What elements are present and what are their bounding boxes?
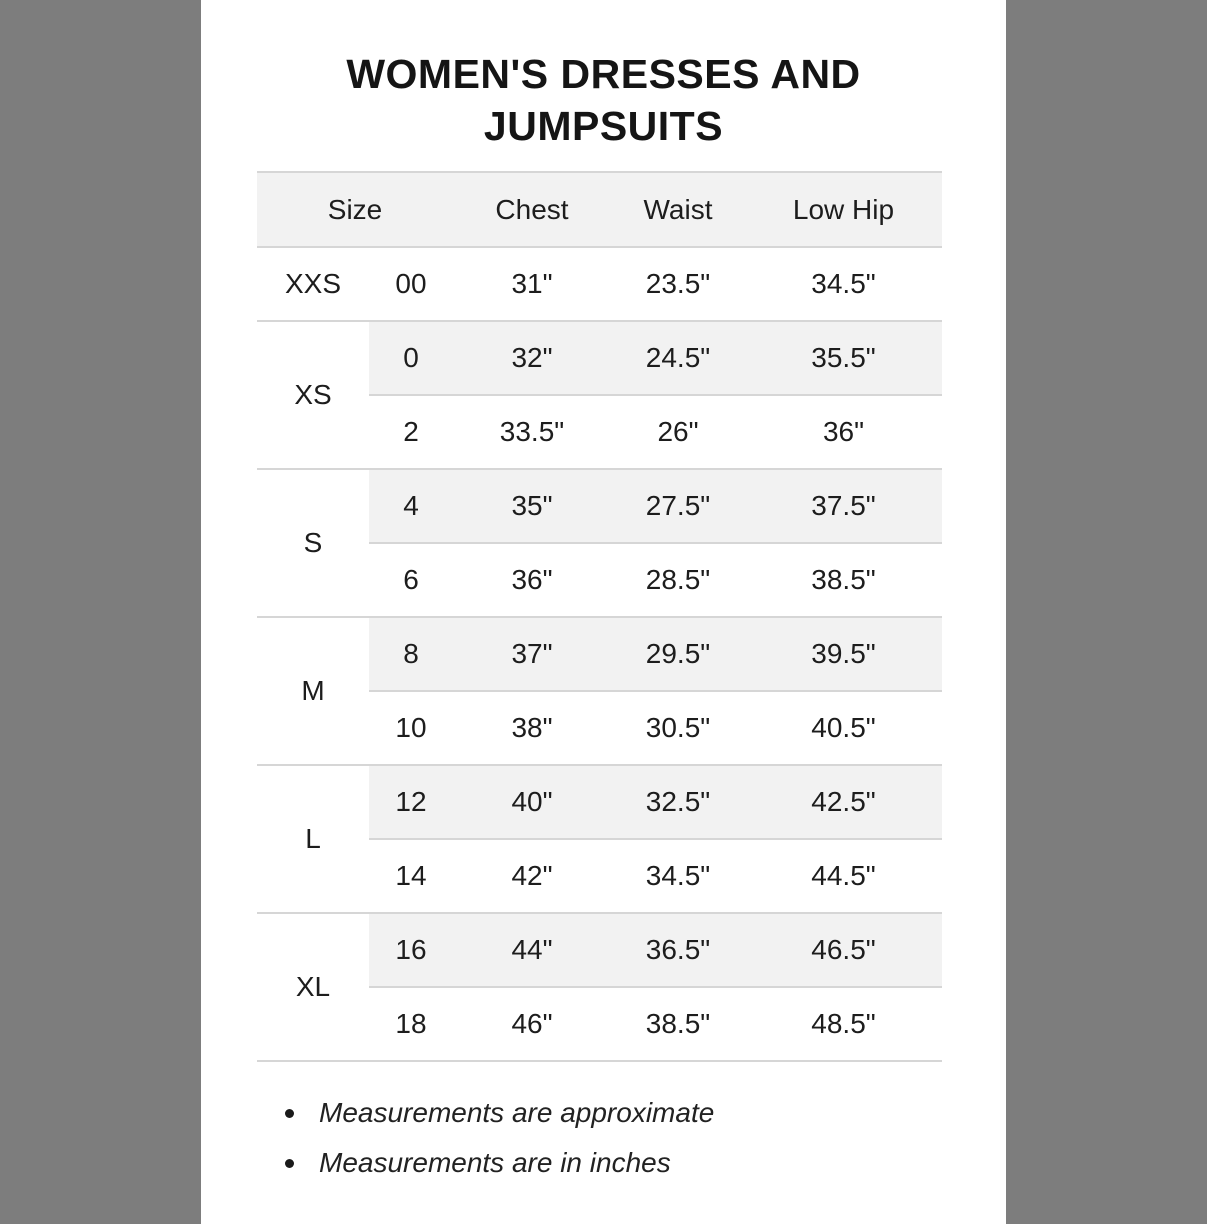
size-label: XL: [257, 914, 369, 1060]
low-hip-value: 35.5": [811, 342, 876, 373]
chest-value: 36": [511, 564, 553, 595]
bullet-icon: [285, 1159, 294, 1168]
notes-list: [281, 1088, 714, 1188]
header-size: Size: [327, 193, 383, 225]
table-row: [369, 394, 942, 468]
size-number: 4: [403, 490, 419, 521]
table-row: [369, 914, 942, 986]
low-hip-value: 38.5": [811, 564, 876, 595]
size-group-m: [257, 618, 942, 766]
header-chest: Chest: [495, 193, 569, 225]
size-number: 8: [403, 638, 419, 669]
bullet-icon: [285, 1109, 294, 1118]
table-row: [369, 986, 942, 1060]
waist-value: 27.5": [645, 490, 711, 521]
waist-value: 32.5": [645, 786, 711, 817]
size-group-s: [257, 470, 942, 618]
note-item: [281, 1138, 714, 1188]
table-header: [257, 171, 942, 248]
size-number: 12: [395, 786, 427, 817]
low-hip-value: 34.5": [811, 268, 876, 299]
table-row: [369, 838, 942, 912]
waist-value: 36.5": [645, 934, 711, 965]
low-hip-value: 46.5": [811, 934, 876, 965]
size-group-xs: [257, 322, 942, 470]
size-number: 0: [403, 342, 419, 373]
size-label: S: [257, 470, 369, 616]
chest-value: 40": [511, 786, 553, 817]
table-row: [369, 618, 942, 690]
waist-value: 34.5": [645, 860, 711, 891]
chest-value: 42": [511, 860, 553, 891]
table-row: [369, 248, 942, 320]
size-number: 10: [395, 712, 427, 743]
size-chart-card: [201, 0, 1006, 1224]
size-label: XS: [257, 322, 369, 468]
low-hip-value: 48.5": [811, 1008, 876, 1039]
title-line: JUMPSUITS: [483, 103, 724, 149]
header-waist: Waist: [643, 193, 713, 225]
low-hip-value: 36": [822, 416, 865, 447]
chest-value: 32": [511, 342, 553, 373]
note-item: [281, 1088, 714, 1138]
header-low-hip: Low Hip: [792, 193, 895, 225]
size-group-l: [257, 766, 942, 914]
chest-value: 31": [511, 268, 553, 299]
waist-value: 28.5": [645, 564, 711, 595]
size-number: 14: [395, 860, 427, 891]
table-row: [369, 470, 942, 542]
table-row: [369, 322, 942, 394]
chest-value: 44": [511, 934, 553, 965]
size-table: [257, 171, 942, 1062]
table-row: [369, 690, 942, 764]
low-hip-value: 37.5": [811, 490, 876, 521]
low-hip-value: 39.5": [811, 638, 876, 669]
chest-value: 46": [511, 1008, 553, 1039]
size-label: M: [257, 618, 369, 764]
waist-value: 29.5": [645, 638, 711, 669]
low-hip-value: 40.5": [811, 712, 876, 743]
waist-value: 23.5": [645, 268, 711, 299]
size-number: 6: [403, 564, 419, 595]
chest-value: 35": [511, 490, 553, 521]
page-title: [201, 48, 1006, 152]
title-line: WOMEN'S DRESSES AND: [346, 51, 861, 97]
chest-value: 37": [511, 638, 553, 669]
note-text: Measurements are in inches: [319, 1147, 671, 1178]
waist-value: 24.5": [645, 342, 711, 373]
size-label: XXS: [257, 248, 369, 320]
waist-value: 30.5": [645, 712, 711, 743]
size-number: 2: [403, 416, 419, 447]
table-row: [369, 542, 942, 616]
low-hip-value: 44.5": [811, 860, 876, 891]
size-label: L: [257, 766, 369, 912]
waist-value: 26": [657, 416, 699, 447]
waist-value: 38.5": [645, 1008, 711, 1039]
chest-value: 33.5": [499, 416, 565, 447]
table-row: [369, 766, 942, 838]
size-number: 00: [395, 268, 427, 299]
size-number: 18: [395, 1008, 427, 1039]
low-hip-value: 42.5": [811, 786, 876, 817]
size-group-xl: [257, 914, 942, 1062]
size-group-xxs: [257, 248, 942, 322]
chest-value: 38": [511, 712, 553, 743]
size-number: 16: [395, 934, 427, 965]
note-text: Measurements are approximate: [319, 1097, 715, 1128]
